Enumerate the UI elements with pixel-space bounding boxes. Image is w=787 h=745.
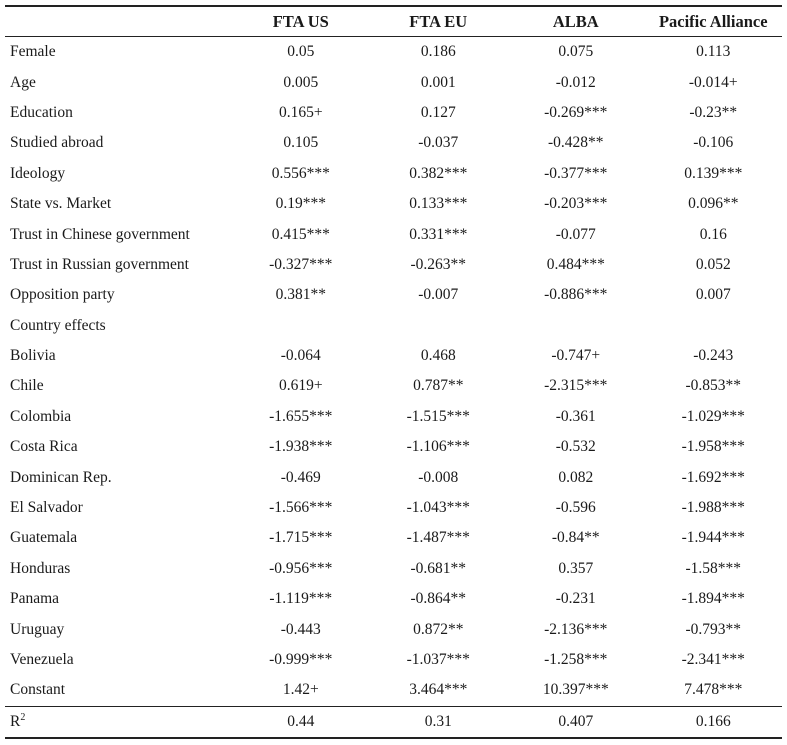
cell-value: -1.106*** — [406, 438, 470, 456]
cell-value: -0.747+ — [551, 347, 601, 365]
cell-value — [645, 311, 783, 341]
r2-label-base: R — [10, 712, 21, 730]
cell-value: -0.203*** — [544, 195, 608, 213]
cell-value: 0.001 — [420, 73, 456, 91]
table-row — [5, 280, 782, 310]
row-label — [5, 706, 232, 738]
cell-value: -1.566*** — [269, 499, 333, 517]
cell-value: 0.052 — [695, 255, 731, 273]
cell-value: 0.105 — [283, 134, 319, 152]
cell-value: -1.988*** — [681, 499, 745, 517]
cell-value: -0.793** — [685, 620, 742, 638]
cell-value: 0.16 — [699, 225, 727, 243]
cell-value: -0.853** — [685, 377, 742, 395]
table-row — [5, 645, 782, 675]
cell-value: 0.44 — [232, 706, 370, 738]
table-row — [5, 462, 782, 492]
cell-value: -1.037*** — [406, 651, 470, 668]
cell-value: 3.464*** — [409, 681, 468, 699]
cell-value: 0.415*** — [271, 225, 330, 243]
cell-value: -0.864** — [410, 590, 467, 608]
cell-value: -0.064 — [280, 347, 321, 365]
table-row — [5, 371, 782, 401]
regression-table-container — [5, 5, 782, 739]
cell-value: 0.19*** — [275, 195, 326, 213]
row-label: Panama — [10, 590, 60, 608]
row-label: Female — [10, 43, 56, 61]
cell-value: -1.029*** — [681, 407, 745, 425]
cell-value: 0.468 — [420, 347, 456, 365]
table-row — [5, 493, 782, 523]
table-row — [5, 250, 782, 280]
table-row — [5, 614, 782, 644]
cell-value: 10.397*** — [542, 681, 609, 699]
row-label: Opposition party — [10, 286, 115, 304]
row-label: Dominican Rep. — [10, 468, 112, 486]
table-row — [5, 311, 782, 341]
row-label: Colombia — [10, 407, 72, 425]
header-row — [5, 6, 782, 37]
cell-value: -2.136*** — [544, 620, 608, 638]
cell-value: -1.043*** — [406, 499, 470, 517]
cell-value: -0.037 — [418, 134, 459, 152]
table-row — [5, 584, 782, 614]
cell-value: -0.106 — [693, 134, 734, 152]
cell-value: -0.428** — [547, 134, 604, 152]
row-label: Bolivia — [10, 347, 56, 365]
cell-value: -0.007 — [418, 286, 459, 304]
header-cell-fta-eu: FTA EU — [370, 6, 508, 37]
cell-value: -0.956*** — [269, 559, 333, 577]
cell-value: -2.315*** — [544, 377, 608, 395]
row-label: Honduras — [10, 559, 71, 577]
row-label: Trust in Chinese government — [10, 225, 190, 243]
cell-value: -1.692*** — [681, 468, 745, 486]
cell-value: -0.269*** — [544, 103, 608, 121]
header-cell-alba: ALBA — [507, 6, 645, 37]
row-label: Guatemala — [10, 529, 78, 547]
table-row — [5, 432, 782, 462]
cell-value: 0.186 — [420, 43, 456, 61]
cell-value: 0.331*** — [409, 225, 468, 243]
cell-value: -0.361 — [555, 407, 596, 425]
row-label: Trust in Russian government — [10, 255, 189, 273]
table-header — [5, 6, 782, 37]
cell-value: 0.133*** — [409, 195, 468, 213]
cell-value: -0.377*** — [544, 164, 608, 182]
cell-value: -0.231 — [555, 590, 596, 608]
table-row — [5, 402, 782, 432]
row-label: Age — [10, 73, 36, 91]
cell-value: -0.999*** — [269, 651, 333, 668]
cell-value: 0.166 — [645, 706, 783, 738]
cell-value: 0.165+ — [278, 103, 323, 121]
cell-value: -0.681** — [410, 559, 467, 577]
header-cell-label — [5, 6, 232, 37]
cell-value: -0.327*** — [269, 255, 333, 273]
cell-value: -0.243 — [693, 347, 734, 365]
row-label: Uruguay — [10, 620, 65, 638]
cell-value — [232, 311, 370, 341]
cell-value: 0.484*** — [546, 255, 605, 273]
cell-value: 0.005 — [283, 73, 319, 91]
table-row — [5, 37, 782, 68]
cell-value: 0.05 — [287, 43, 315, 61]
cell-value: -1.58*** — [685, 559, 742, 577]
cell-value: -0.84** — [551, 529, 600, 547]
cell-value: -1.487*** — [406, 529, 470, 547]
cell-value: -1.958*** — [681, 438, 745, 456]
cell-value: -1.655*** — [269, 407, 333, 425]
r2-row — [5, 706, 782, 738]
cell-value: -1.258*** — [544, 651, 608, 668]
table-row — [5, 128, 782, 158]
row-label: Ideology — [10, 164, 66, 182]
table-row — [5, 219, 782, 249]
cell-value: 0.075 — [558, 43, 594, 61]
table-row — [5, 98, 782, 128]
table-row — [5, 189, 782, 219]
cell-value: 1.42+ — [282, 681, 319, 699]
cell-value: 0.787** — [413, 377, 464, 395]
cell-value: 0.127 — [420, 103, 456, 121]
row-label: Country effects — [10, 316, 106, 334]
cell-value: 0.082 — [558, 468, 594, 486]
cell-value: -0.008 — [418, 468, 459, 486]
cell-value: -0.014+ — [688, 73, 738, 91]
row-label: Education — [10, 103, 73, 121]
cell-value: 0.381** — [275, 286, 326, 304]
cell-value: -0.532 — [555, 438, 596, 456]
row-label: Venezuela — [10, 651, 74, 668]
cell-value: -1.715*** — [269, 529, 333, 547]
table-row — [5, 675, 782, 706]
cell-value: 0.007 — [695, 286, 731, 304]
cell-value: -0.23** — [689, 103, 738, 121]
cell-value: -1.119*** — [269, 590, 333, 608]
cell-value: -0.886*** — [544, 286, 608, 304]
header-cell-pacific-alliance: Pacific Alliance — [645, 6, 783, 37]
cell-value: 7.478*** — [684, 681, 743, 699]
row-label: State vs. Market — [10, 195, 112, 213]
cell-value: -1.944*** — [681, 529, 745, 547]
cell-value: 0.096** — [688, 195, 739, 213]
cell-value: -0.443 — [280, 620, 321, 638]
header-cell-fta-us: FTA US — [232, 6, 370, 37]
regression-table — [5, 5, 782, 739]
cell-value: -0.012 — [555, 73, 596, 91]
cell-value: -1.938*** — [269, 438, 333, 456]
r2-label-sup: 2 — [20, 711, 26, 723]
row-label: El Salvador — [10, 499, 83, 517]
row-label: Studied abroad — [10, 134, 104, 152]
cell-value — [507, 311, 645, 341]
cell-value: 0.31 — [370, 706, 508, 738]
row-label: Chile — [10, 377, 44, 395]
cell-value: -0.596 — [555, 499, 596, 517]
cell-value: 0.357 — [558, 559, 594, 577]
table-body — [5, 37, 782, 738]
cell-value: 0.556*** — [271, 164, 330, 182]
table-row — [5, 523, 782, 553]
cell-value: 0.619+ — [278, 377, 323, 395]
row-label: Constant — [10, 681, 66, 699]
cell-value: 0.139*** — [684, 164, 743, 182]
cell-value: 0.382*** — [409, 164, 468, 182]
cell-value: -1.894*** — [681, 590, 745, 608]
table-row — [5, 159, 782, 189]
row-label: Costa Rica — [10, 438, 78, 456]
cell-value: -0.469 — [280, 468, 321, 486]
cell-value: 0.113 — [696, 43, 731, 61]
table-row — [5, 67, 782, 97]
cell-value: -2.341*** — [681, 651, 745, 668]
cell-value: 0.407 — [507, 706, 645, 738]
cell-value: 0.872** — [413, 620, 464, 638]
table-row — [5, 554, 782, 584]
cell-value — [370, 311, 508, 341]
cell-value: -0.077 — [555, 225, 596, 243]
table-row — [5, 341, 782, 371]
cell-value: -1.515*** — [406, 407, 470, 425]
cell-value: -0.263** — [410, 255, 467, 273]
